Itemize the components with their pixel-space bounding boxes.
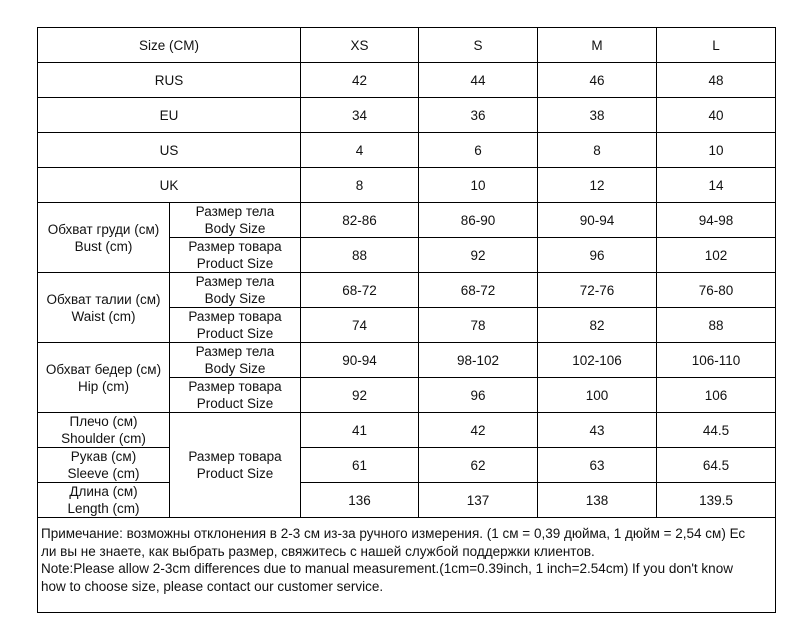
table-cell: 138	[538, 483, 657, 518]
sub-label-en: Product Size	[196, 396, 274, 411]
table-cell: 98-102	[419, 343, 538, 378]
sub-label-body-size	[170, 273, 301, 308]
label-en: Shoulder (cm)	[61, 431, 146, 446]
sub-label-ru: Размер тела	[195, 274, 275, 289]
label-ru: Обхват груди (см)	[47, 221, 160, 237]
sub-label-product-size	[170, 308, 301, 343]
sub-label-en: Body Size	[204, 221, 266, 236]
sub-label-product-size	[170, 238, 301, 273]
label-ru: Обхват талии (см)	[46, 291, 161, 307]
row-label-bust	[38, 203, 170, 273]
table-cell: 88	[657, 308, 776, 343]
table-cell: 94-98	[657, 203, 776, 238]
sub-label-product-size	[170, 378, 301, 413]
table-cell: 8	[301, 168, 419, 203]
table-cell: 12	[538, 168, 657, 203]
size-header-label: Size (CM)	[38, 28, 301, 63]
size-header-s: S	[419, 28, 538, 63]
table-cell: 38	[538, 98, 657, 133]
table-cell: 43	[538, 413, 657, 448]
sub-label-ru: Размер товара	[188, 239, 282, 254]
label-en: Waist (cm)	[71, 308, 136, 324]
table-cell: 68-72	[301, 273, 419, 308]
table-cell: 42	[301, 63, 419, 98]
sub-label-ru: Размер товара	[188, 379, 282, 394]
sub-label-ru: Размер тела	[195, 204, 275, 219]
table-cell: 74	[301, 308, 419, 343]
table-row-waist-body	[38, 273, 776, 308]
table-cell: 76-80	[657, 273, 776, 308]
sub-label-en: Body Size	[204, 361, 266, 376]
table-cell: 96	[419, 378, 538, 413]
table-cell: 82	[538, 308, 657, 343]
label-ru: Плечо (см)	[69, 414, 138, 429]
sub-label-en: Product Size	[196, 256, 274, 271]
sub-label-en: Body Size	[204, 291, 266, 306]
table-cell: 106	[657, 378, 776, 413]
table-cell: 41	[301, 413, 419, 448]
table-cell: 72-76	[538, 273, 657, 308]
table-cell: 34	[301, 98, 419, 133]
table-cell: 100	[538, 378, 657, 413]
table-cell: 86-90	[419, 203, 538, 238]
table-cell: 68-72	[419, 273, 538, 308]
table-cell: 61	[301, 448, 419, 483]
table-row-eu	[38, 98, 776, 133]
table-cell: 62	[419, 448, 538, 483]
row-label-rus: RUS	[38, 63, 301, 98]
header-row	[38, 28, 776, 63]
sub-label-en: Product Size	[196, 326, 274, 341]
label-ru: Рукав (см)	[70, 449, 137, 464]
table-cell: 48	[657, 63, 776, 98]
table-cell: 92	[419, 238, 538, 273]
table-cell: 42	[419, 413, 538, 448]
size-chart-table	[37, 27, 776, 613]
row-label-sleeve	[38, 448, 170, 483]
table-row-hip-body	[38, 343, 776, 378]
table-cell: 82-86	[301, 203, 419, 238]
size-header-m: M	[538, 28, 657, 63]
table-cell: 102-106	[538, 343, 657, 378]
table-row-us	[38, 133, 776, 168]
table-cell: 10	[657, 133, 776, 168]
measurement-note	[38, 518, 776, 613]
sub-label-body-size	[170, 203, 301, 238]
row-label-hip	[38, 343, 170, 413]
table-cell: 46	[538, 63, 657, 98]
table-cell: 63	[538, 448, 657, 483]
table-cell: 8	[538, 133, 657, 168]
table-row-bust-body	[38, 203, 776, 238]
sub-label-ru: Размер тела	[195, 344, 275, 359]
table-row-sleeve	[38, 448, 776, 483]
table-cell: 4	[301, 133, 419, 168]
table-cell: 44.5	[657, 413, 776, 448]
note-line: ли вы не знаете, как выбрать размер, свяжитесь с нашей службой поддержки клиентов.	[41, 543, 595, 559]
row-label-shoulder	[38, 413, 170, 448]
sub-label-body-size	[170, 343, 301, 378]
table-cell: 44	[419, 63, 538, 98]
note-line: Note:Please allow 2-3cm differences due to manual measurement.(1cm=0.39inch, 1 inch=2.54cm) If you don't know	[41, 561, 733, 576]
table-row-length	[38, 483, 776, 518]
sub-label-product-size	[170, 413, 301, 518]
table-cell: 6	[419, 133, 538, 168]
table-cell: 78	[419, 308, 538, 343]
table-cell: 136	[301, 483, 419, 518]
row-label-eu: EU	[38, 98, 301, 133]
table-cell: 102	[657, 238, 776, 273]
label-ru: Обхват бедер (см)	[45, 361, 162, 377]
table-cell: 36	[419, 98, 538, 133]
label-en: Hip (cm)	[78, 378, 129, 394]
label-en: Sleeve (cm)	[67, 466, 140, 481]
label-ru: Длина (см)	[69, 484, 138, 499]
label-en: Length (cm)	[67, 501, 140, 516]
table-cell: 92	[301, 378, 419, 413]
row-label-waist	[38, 273, 170, 343]
table-row-rus	[38, 63, 776, 98]
table-cell: 14	[657, 168, 776, 203]
sub-label-en: Product Size	[196, 466, 274, 481]
table-cell: 88	[301, 238, 419, 273]
table-cell: 96	[538, 238, 657, 273]
label-en: Bust (cm)	[74, 238, 133, 254]
table-cell: 106-110	[657, 343, 776, 378]
note-row	[38, 518, 776, 613]
table-cell: 90-94	[538, 203, 657, 238]
table-cell: 139.5	[657, 483, 776, 518]
note-line: Примечание: возможны отклонения в 2-3 см из-за ручного измерения. (1 см = 0,39 дюйма, 1 дюйм = 2,54 см) Ес	[41, 526, 746, 541]
table-cell: 137	[419, 483, 538, 518]
row-label-uk: UK	[38, 168, 301, 203]
table-cell: 64.5	[657, 448, 776, 483]
table-cell: 90-94	[301, 343, 419, 378]
sub-label-ru: Размер товара	[188, 449, 282, 464]
note-line: how to choose size, please contact our customer service.	[41, 578, 384, 594]
table-cell: 40	[657, 98, 776, 133]
table-cell: 10	[419, 168, 538, 203]
table-row-shoulder	[38, 413, 776, 448]
size-header-xs: XS	[301, 28, 419, 63]
sub-label-ru: Размер товара	[188, 309, 282, 324]
size-header-l: L	[657, 28, 776, 63]
row-label-us: US	[38, 133, 301, 168]
row-label-length	[38, 483, 170, 518]
table-row-uk	[38, 168, 776, 203]
